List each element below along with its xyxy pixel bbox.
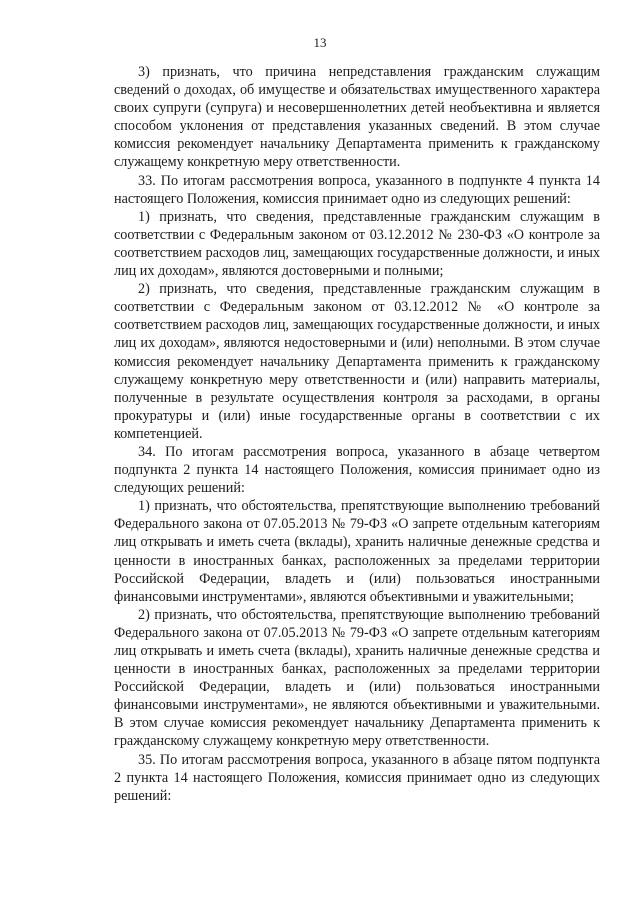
paragraph-33-intro: 33. По итогам рассмотрения вопроса, указанного в подпункте 4 пункта 14 настоящего Положения, комиссия принимает одно из следующих решений: [114,172,600,207]
paragraph-33-item-1: 1) признать, что сведения, представленные гражданским служащим в соответствии с Федеральным законом от 03.12.2012 № 230-ФЗ «О контроле за соответствием расходов лиц, замещающих государственные должности, и иных лиц их доходам», являются достоверными и полными; [114,208,600,280]
paragraph-34-item-2: 2) признать, что обстоятельства, препятствующие выполнению требований Федерального закона от 07.05.2013 № 79-ФЗ «О запрете отдельным категориям лиц открывать и иметь счета (вклады), хранить наличные денежные средства и ценности в иностранных банках, расположенных за пределами территории Российской Федерации, владеть и (или) пользоваться иностранными финансовыми инструментами», не являются объективными и уважительными. В этом случае комиссия рекомендует начальнику Департамента применить к гражданскому служащему конкретную меру ответственности. [114,606,600,750]
paragraph-34-intro: 34. По итогам рассмотрения вопроса, указанного в абзаце четвертом подпункта 2 пункта 14 настоящего Положения, комиссия принимает одно из следующих решений: [114,443,600,497]
paragraph-33-item-2: 2) признать, что сведения, представленные гражданским служащим в соответствии с Федеральным законом от 03.12.2012 № «О контроле за соответствием расходов лиц, замещающих государственные должности, и иных лиц их доходам», являются недостоверными и (или) неполными. В этом случае комиссия рекомендует начальнику Департамента применить к гражданскому служащему конкретную меру ответственности и (или) направить материалы, полученные в результате осуществления контроля за расходами, в органы прокуратуры и (или) иные государственные органы в соответствии с их компетенцией. [114,281,600,442]
paragraph-34-item-1: 1) признать, что обстоятельства, препятствующие выполнению требований Федерального закона от 07.05.2013 № 79-ФЗ «О запрете отдельным категориям лиц открывать и иметь счета (вклады), хранить наличные денежные средства и ценности в иностранных банках, расположенных за пределами территории Российской Федерации, владеть и (или) пользоваться иностранными финансовыми инструментами», являются объективными и уважительными; [114,498,600,605]
page-number: 13 [313,35,327,50]
paragraph-35-intro: 35. По итогам рассмотрения вопроса, указанного в абзаце пятом подпункта 2 пункта 14 настоящего Положения, комиссия принимает одно из следующих решений: [114,751,600,804]
paragraph-item-3-refusal: 3) признать, что причина непредставления гражданским служащим сведений о доходах, об имуществе и обязательствах имущественного характера своих супруги (супруга) и несовершеннолетних детей необъективна и является способом уклонения от представления указанных сведений. В этом случае комиссия рекомендует начальнику Департамента применить к гражданскому служащему конкретную меру ответственности. [114,64,600,171]
document-body [114,63,600,805]
